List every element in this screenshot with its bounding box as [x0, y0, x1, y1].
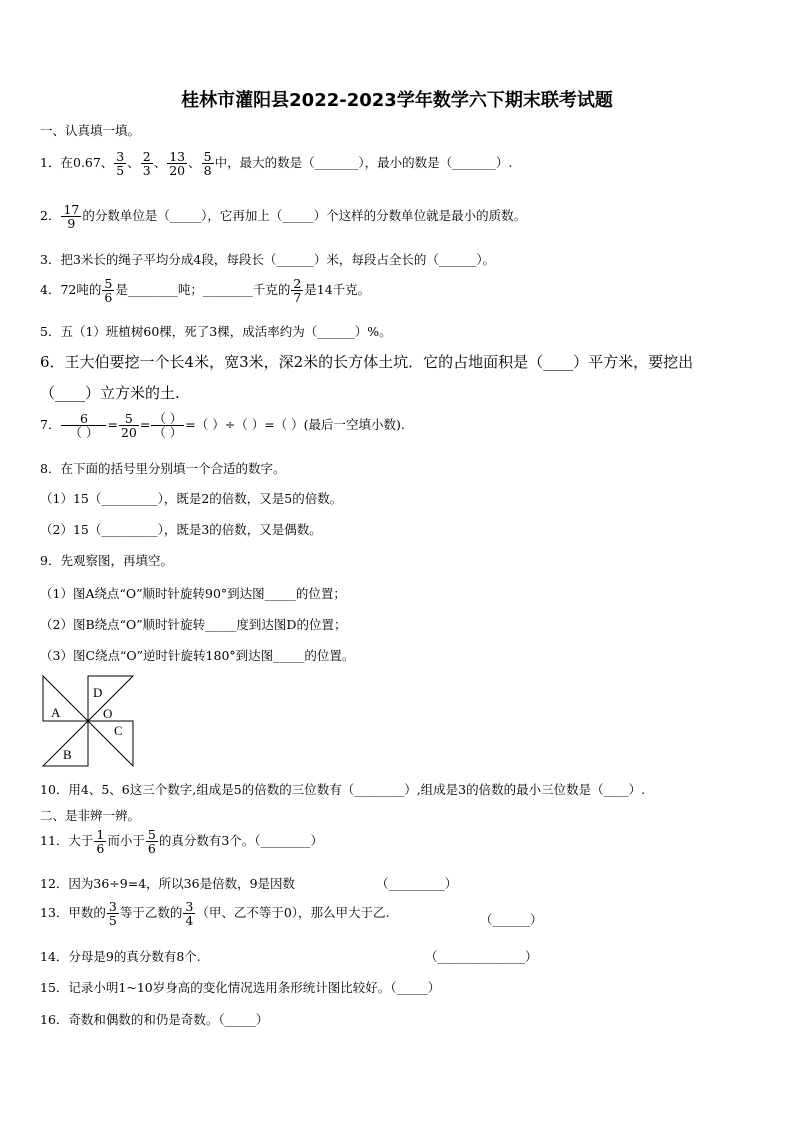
question-5 [40, 322, 392, 340]
question-number: 10． [40, 782, 69, 797]
question-8-sub-2: （2）15（_________），既是3的倍数，又是偶数。 [40, 522, 322, 537]
question-10: 10．用4、5、6这三个数字,组成是5的倍数的三位数有（________）,组成是3的倍数的最小三位数是（____）. [40, 782, 646, 797]
fraction: $\frac{3}{5}$ [116, 149, 125, 179]
question-number: 12． [40, 876, 69, 891]
question-number: 16． [40, 1012, 69, 1027]
question-2 [40, 203, 526, 230]
question-number: 11． [40, 833, 69, 849]
label-a: A [51, 705, 61, 720]
fraction: $\frac{3}{5}$ [108, 899, 117, 929]
question-number: 6． [40, 353, 65, 371]
label-b: B [63, 747, 72, 762]
question-11: 11．大于 $\frac{1}{6}$ 而小于 $\frac{5}{6}$ 的真分数有3个。（________） [40, 827, 324, 857]
fraction: $\frac{13}{20}$ [169, 149, 186, 179]
question-number: 9． [40, 553, 61, 568]
question-9-sub-1: （1）图A绕点“O”顺时针旋转90°到达图_____的位置； [40, 586, 346, 601]
question-6-line-2: （____）立方米的土. [40, 384, 180, 402]
fraction: $\frac{2}{7}$ [293, 276, 302, 306]
section-heading-1: 一、认真填一填。 [40, 123, 141, 138]
section-heading-2: 二、是非辨一辨。 [40, 808, 141, 823]
question-number: 13． [40, 905, 69, 921]
answer-paren-12: （_________） [376, 876, 458, 891]
fraction: $\frac{3}{4}$ [185, 899, 194, 929]
question-number: 1． [40, 155, 61, 171]
fraction: $\frac{5}{8}$ [203, 149, 212, 179]
question-number: 5． [40, 324, 61, 339]
fraction: $\frac{2}{3}$ [142, 149, 151, 179]
fraction: $\frac{5}{20}$ [120, 411, 137, 441]
question-9: 9．先观察图，再填空。 [40, 553, 173, 568]
question-4: 4．72吨的 $\frac{5}{6}$ 是________吨；________千克的 $\frac{2}{7}$ 是14千克。 [40, 276, 371, 306]
answer-paren-14: （______________） [425, 949, 538, 964]
fraction: $\frac{1}{6}$ [96, 827, 105, 857]
question-number: 4． [40, 282, 61, 298]
question-3 [40, 250, 495, 268]
question-1: 1．在0.67、 $\frac{3}{5}$ 、 $\frac{2}{3}$ 、 $\frac{13}{20}$ 、 $\frac{5}{8}$ 中，最大的数是（_______），最小的数是（_______）. [40, 149, 513, 179]
question-14: 14．分母是9的真分数有8个. [40, 949, 201, 964]
question-9-sub-2: （2）图B绕点“O”顺时针旋转_____度到达图D的位置； [40, 617, 347, 632]
question-12: 12．因为36÷9=4，所以36是倍数，9是因数 [40, 876, 296, 891]
question-7: 7． $\frac{6}{( )}$ = $\frac{5}{20}$ = $\frac{( )}{( )}$ =（ ）÷（ ）=（ ）(最后一空填小数). [40, 411, 405, 441]
q1-tail: 中，最大的数是（_______），最小的数是（_______）. [214, 155, 513, 171]
fraction: $\frac{5}{6}$ [104, 276, 113, 306]
fraction: $\frac{5}{6}$ [147, 827, 156, 857]
question-13: 13．甲数的 $\frac{3}{5}$ 等于乙数的 $\frac{3}{4}$ （甲、乙不等于0），那么甲大于乙. [40, 899, 390, 929]
question-16: 16．奇数和偶数的和仍是奇数。（_____） [40, 1012, 269, 1027]
label-d: D [93, 685, 103, 700]
triangle-a [43, 676, 88, 721]
question-number: 8． [40, 461, 61, 476]
q3-text: 把3米长的绳子平均分成4段，每段长（______）米，每段占全长的（______）。 [60, 252, 496, 267]
question-15: 15．记录小明1~10岁身高的变化情况选用条形统计图比较好。（_____） [40, 980, 441, 995]
question-number: 14． [40, 949, 69, 964]
fraction: $\frac{( )}{( )}$ [153, 411, 183, 441]
question-8: 8．在下面的括号里分别填一个合适的数字。 [40, 461, 286, 476]
label-o: O [103, 706, 113, 721]
question-number: 7． [40, 417, 61, 433]
rotation-figure [40, 673, 138, 771]
q5-text: 五（1）班植树60棵，死了3棵，成活率约为（______）%。 [60, 324, 392, 339]
fraction: $\frac{17}{9}$ [63, 202, 80, 232]
question-6-line-1: 6．王大伯要挖一个长4米，宽3米，深2米的长方体土坑．它的占地面积是（____）平方米，要挖出 [40, 353, 694, 371]
triangle-c [88, 721, 133, 766]
question-9-sub-3: （3）图C绕点“O”逆时针旋转180°到达图_____的位置。 [40, 648, 355, 663]
label-c: C [114, 723, 123, 738]
question-number: 15． [40, 980, 69, 995]
q1-lead: 在0.67、 [60, 155, 114, 171]
page-title: 桂林市灌阳县2022-2023学年数学六下期末联考试题 [181, 90, 613, 111]
question-8-sub-1: （1）15（_________），既是2的倍数，又是5的倍数。 [40, 491, 343, 506]
fraction: $\frac{6}{( )}$ [61, 412, 106, 439]
question-number: 3． [40, 252, 61, 267]
q2-tail: 的分数单位是（_____），它再加上（_____）个这样的分数单位就是最小的质数。 [82, 208, 527, 224]
question-number: 2． [40, 208, 61, 224]
answer-paren-13: （______） [480, 912, 543, 927]
